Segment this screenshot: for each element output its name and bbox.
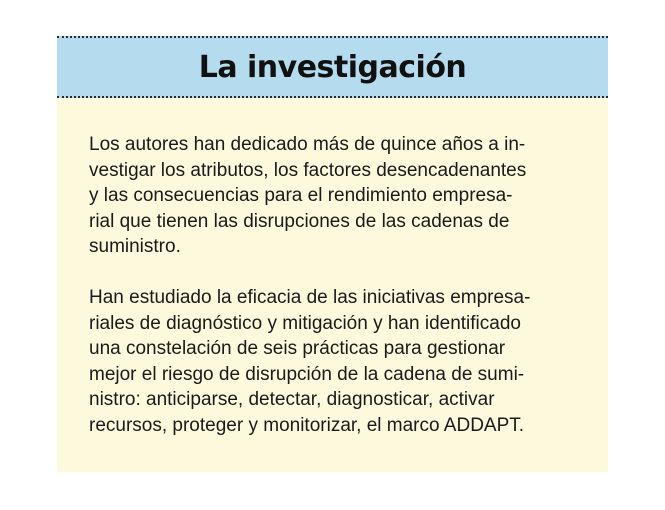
paragraph-line: Los autores han dedicado más de quince años a in- [89,134,526,155]
paragraph-line: Han estudiado la eficacia de las iniciativas empresa- [89,287,531,308]
paragraph-line: una constelación de seis prácticas para gestionar [89,338,506,359]
sidebar-box [57,36,608,472]
paragraph-line: suministro. [89,236,181,257]
paragraph-line: rial que tienen las disrupciones de las cadenas de [89,210,510,232]
paragraph-line: y las consecuencias para el rendimiento empresa- [89,185,513,206]
paragraph-1 [89,132,584,260]
paragraph-2 [89,285,584,438]
paragraph-line: mejor el riesgo de disrupción de la cadena de sumi- [89,363,525,385]
paragraph-line: recursos, proteger y monitorizar, el marco ADDAPT. [89,414,525,436]
box-title: La investigación [198,49,467,85]
paragraph-line: vestigar los atributos, los factores desencadenantes [89,159,527,181]
paragraph-line: riales de diagnóstico y mitigación y han identificado [89,312,521,334]
paragraph-gap [89,260,584,286]
paragraph-line: nistro: anticiparse, detectar, diagnosticar, activar [89,389,495,410]
header-band [57,36,608,98]
box-body [89,132,584,438]
